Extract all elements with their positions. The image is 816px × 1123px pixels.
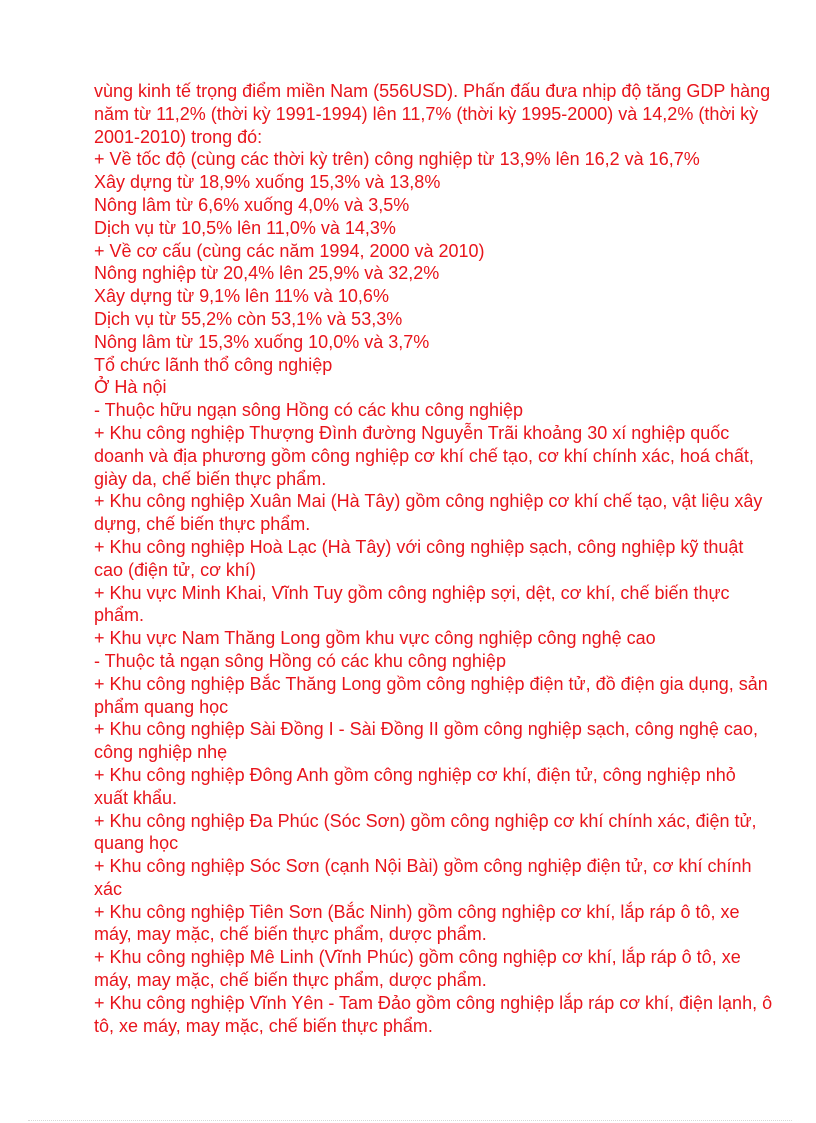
paragraph: + Về tốc độ (cùng các thời kỳ trên) công nghiệp từ 13,9% lên 16,2 và 16,7% <box>94 149 700 170</box>
paragraph: - Thuộc tả ngạn sông Hồng có các khu công nghiệp <box>94 650 506 671</box>
paragraph: Dịch vụ từ 10,5% lên 11,0% và 14,3% <box>94 217 396 238</box>
paragraph: + Khu công nghiệp Thượng Đình đường Nguyễn Trãi khoảng 30 xí nghiệp quốc doanh và địa phương gồm công nghiệp cơ khí chế tạo, cơ khí chính xác, hoá chất, giày da, chế biến thực phẩm. <box>94 422 754 489</box>
paragraph: Xây dựng từ 9,1% lên 11% và 10,6% <box>94 286 389 307</box>
paragraph: + Khu công nghiệp Bắc Thăng Long gồm công nghiệp điện tử, đồ điện gia dụng, sản phẩm quang học <box>94 673 768 717</box>
paragraph: + Khu công nghiệp Tiên Sơn (Bắc Ninh) gồm công nghiệp cơ khí, lắp ráp ô tô, xe máy, may mặc, chế biến thực phẩm, dược phẩm. <box>94 901 740 945</box>
paragraph: + Khu vực Nam Thăng Long gồm khu vực công nghiệp công nghệ cao <box>94 628 656 649</box>
paragraph: - Thuộc hữu ngạn sông Hồng có các khu công nghiệp <box>94 400 524 421</box>
document-body <box>94 80 774 1037</box>
paragraph: + Khu công nghiệp Đa Phúc (Sóc Sơn) gồm công nghiệp cơ khí chính xác, điện tử, quang học <box>94 810 757 854</box>
paragraph: + Khu vực Minh Khai, Vĩnh Tuy gồm công nghiệp sợi, dệt, cơ khí, chế biến thực phẩm. <box>94 582 730 626</box>
paragraph: Nông nghiệp từ 20,4% lên 25,9% và 32,2% <box>94 263 440 284</box>
paragraph: Nông lâm từ 15,3% xuống 10,0% và 3,7% <box>94 331 430 352</box>
paragraph: Nông lâm từ 6,6% xuống 4,0% và 3,5% <box>94 194 410 215</box>
page-bottom-rule <box>28 1120 792 1121</box>
paragraph: + Khu công nghiệp Mê Linh (Vĩnh Phúc) gồm công nghiệp cơ khí, lắp ráp ô tô, xe máy, may mặc, chế biến thực phẩm, dược phẩm. <box>94 947 741 991</box>
paragraph: + Khu công nghiệp Xuân Mai (Hà Tây) gồm công nghiệp cơ khí chế tạo, vật liệu xây dựng, chế biến thực phẩm. <box>94 491 763 535</box>
paragraph: + Khu công nghiệp Sài Đồng I - Sài Đồng II gồm công nghiệp sạch, công nghệ cao, công nghiệp nhẹ <box>94 719 758 763</box>
paragraph: + Khu công nghiệp Đông Anh gồm công nghiệp cơ khí, điện tử, công nghiệp nhỏ xuất khẩu. <box>94 764 736 808</box>
paragraph: + Về cơ cấu (cùng các năm 1994, 2000 và 2010) <box>94 240 485 261</box>
section-heading: Ở Hà nội <box>94 377 167 398</box>
section-heading: Tổ chức lãnh thổ công nghiệp <box>94 354 333 375</box>
paragraph: + Khu công nghiệp Vĩnh Yên - Tam Đảo gồm công nghiệp lắp ráp cơ khí, điện lạnh, ô tô, xe máy, may mặc, chế biến thực phẩm. <box>94 992 773 1036</box>
paragraph: vùng kinh tế trọng điểm miền Nam (556USD). Phấn đấu đưa nhịp độ tăng GDP hàng năm từ 11,2% (thời kỳ 1991-1994) lên 11,7% (thời kỳ 1995-2000) và 14,2% (thời kỳ 2001-2010) trong đó: <box>94 81 771 147</box>
paragraph: + Khu công nghiệp Sóc Sơn (cạnh Nội Bài) gồm công nghiệp điện tử, cơ khí chính xác <box>94 856 752 899</box>
paragraph: Xây dựng từ 18,9% xuống 15,3% và 13,8% <box>94 172 441 193</box>
paragraph: Dịch vụ từ 55,2% còn 53,1% và 53,3% <box>94 308 403 329</box>
paragraph: + Khu công nghiệp Hoà Lạc (Hà Tây) với công nghiệp sạch, công nghiệp kỹ thuật cao (điện tử, cơ khí) <box>94 536 744 580</box>
